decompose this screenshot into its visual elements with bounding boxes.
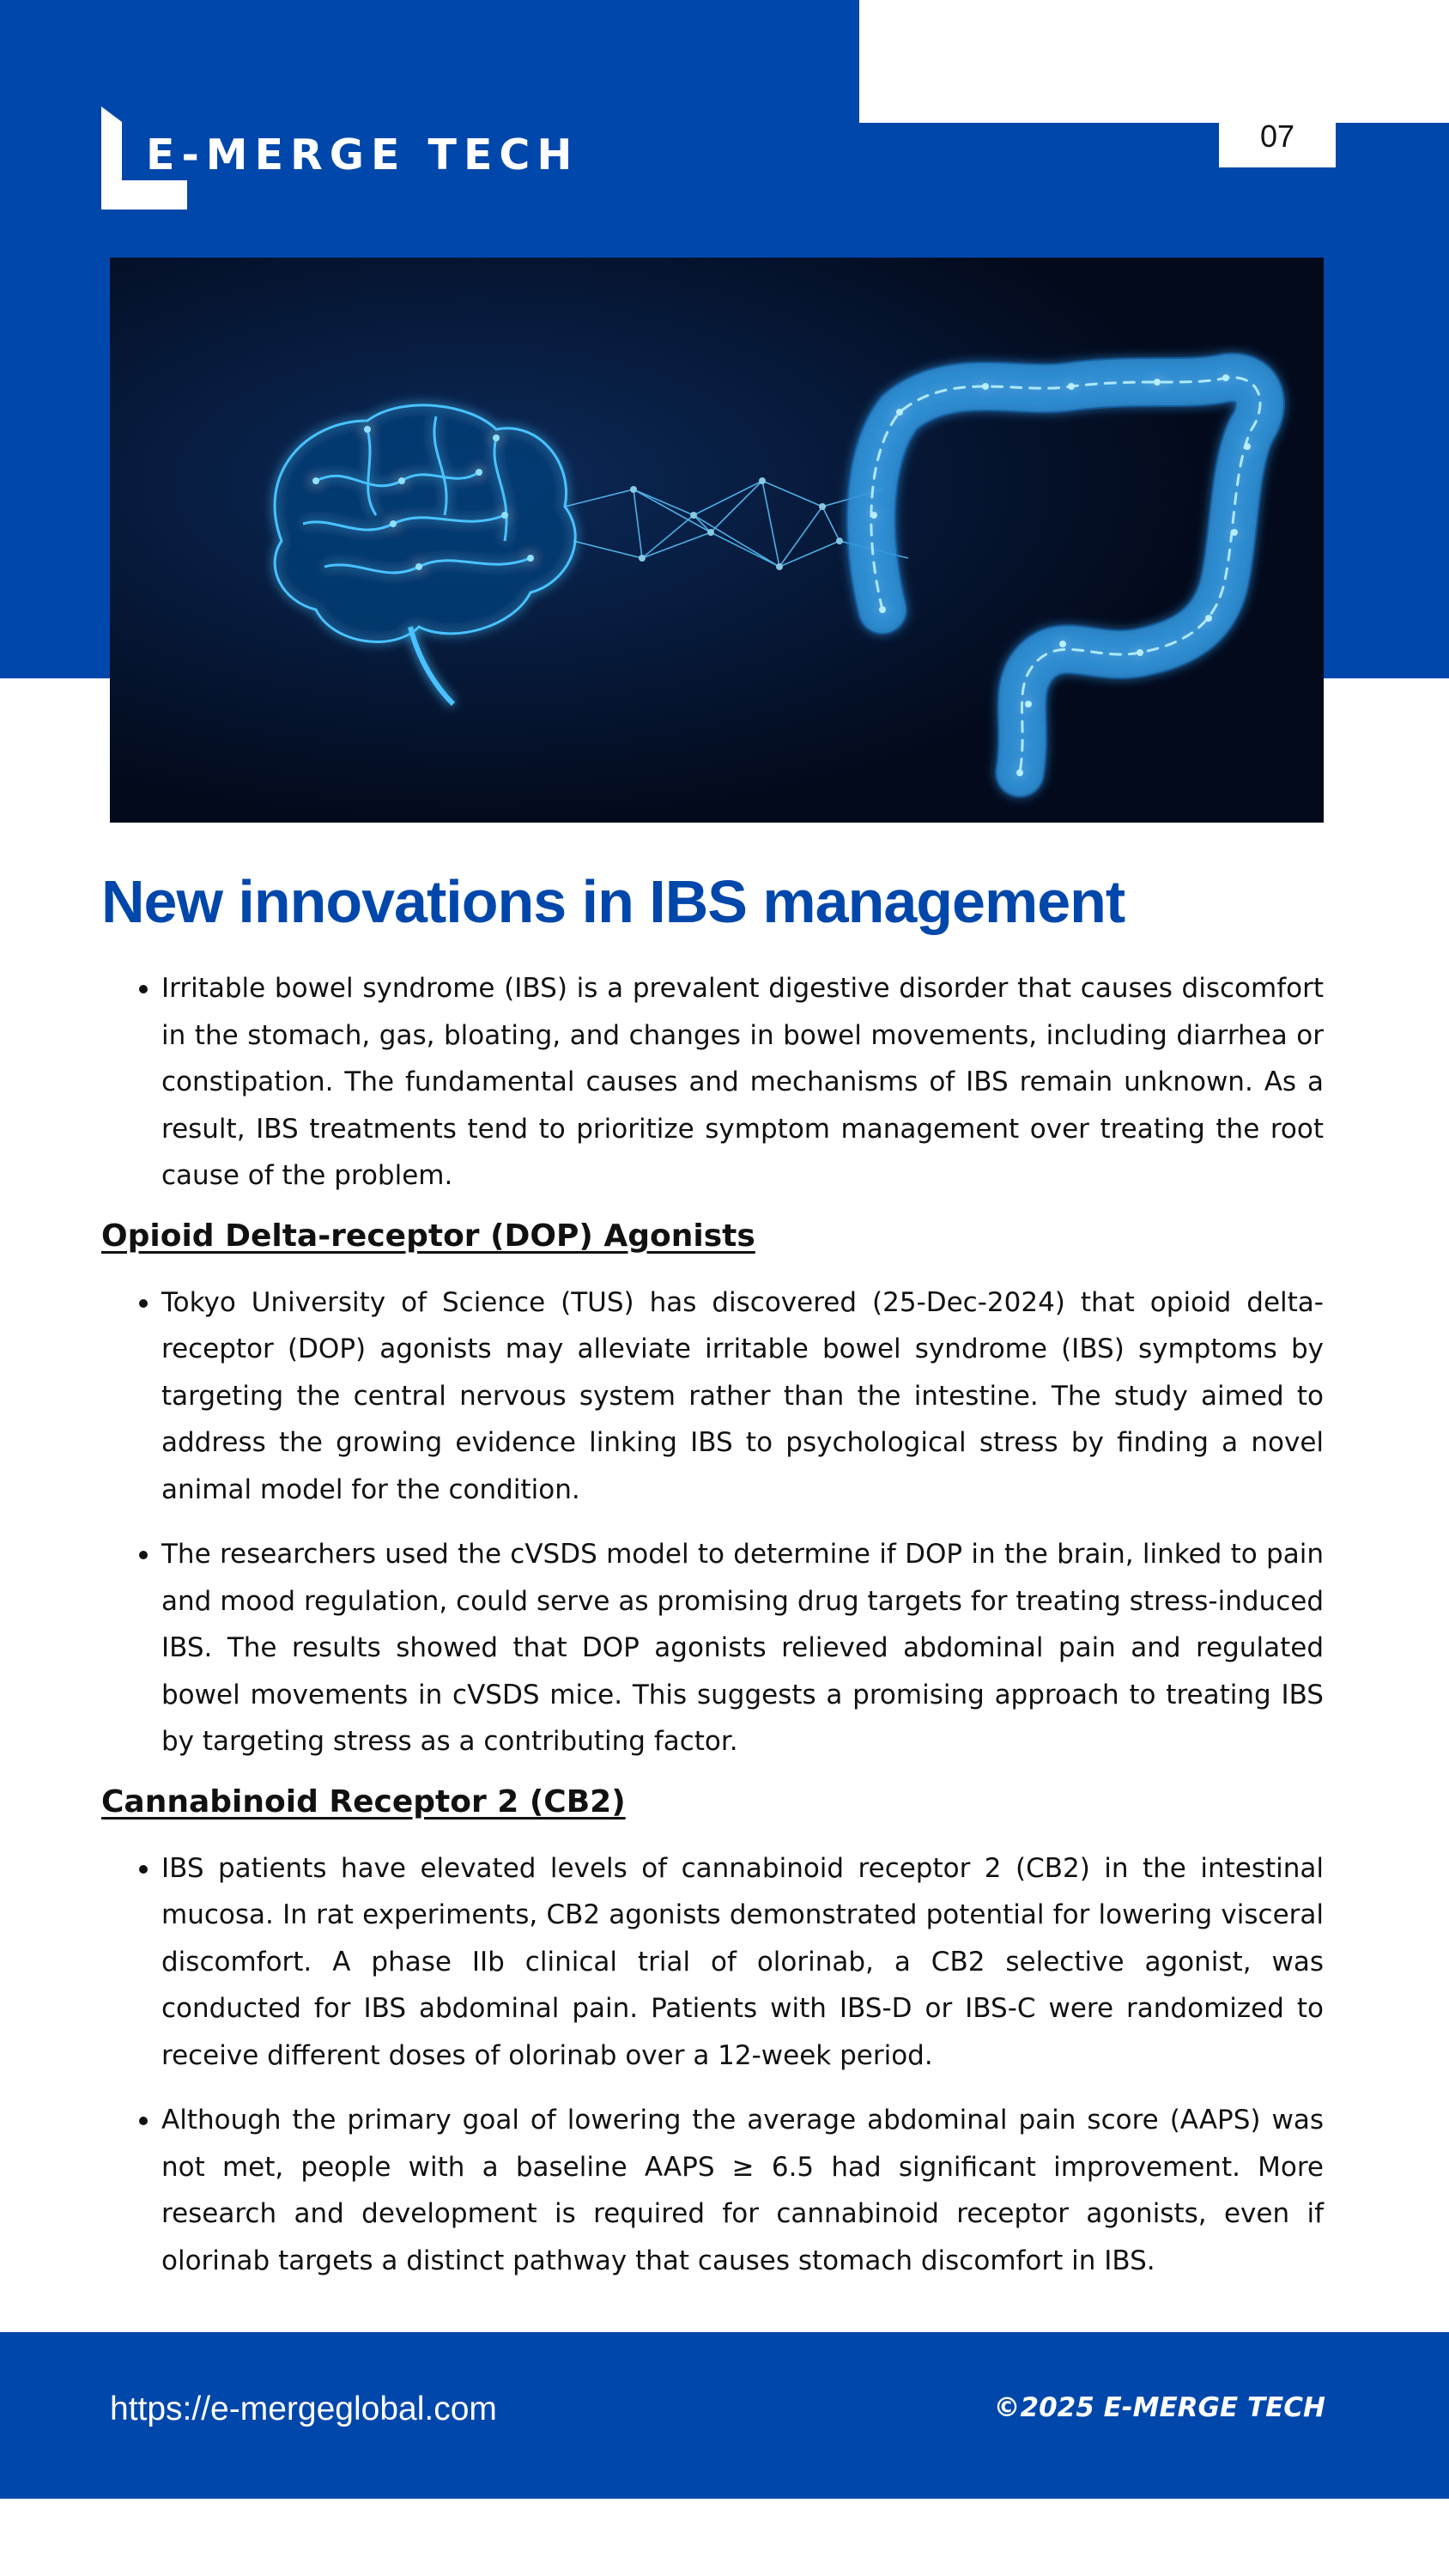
intro-list (101, 965, 1324, 1200)
article-body (101, 965, 1324, 2302)
list-item: Irritable bowel syndrome (IBS) is a prevalent digestive disorder that causes discomfort in the stomach, gas, bloating, and changes in bowel movements, including diarrhea or constipation. The fundamental causes and mechanisms of IBS remain unknown. As a result, IBS treatments tend to prioritize symptom management over treating the root cause of the problem. (101, 965, 1324, 1200)
list-item: Although the primary goal of lowering the average abdominal pain score (AAPS) was not met, people with a baseline AAPS ≥ 6.5 had significant improvement. More research and development is required for cannabinoid receptor agonists, even if olorinab targets a distinct pathway that causes stomach discomfort in IBS. (101, 2097, 1324, 2284)
footer-band (0, 2332, 1449, 2499)
header-notch (859, 0, 1449, 123)
footer-copyright: ©2025 E-MERGE TECH (993, 2392, 1325, 2423)
footer-website-link[interactable]: https://e-mergeglobal.com (110, 2391, 497, 2427)
brand-logo[interactable] (101, 106, 579, 210)
section-heading-cb2: Cannabinoid Receptor 2 (CB2) (101, 1783, 626, 1820)
section-heading-dop: Opioid Delta-receptor (DOP) Agonists (101, 1218, 755, 1254)
brand-name: E-MERGE TECH (146, 131, 579, 179)
hero-image (110, 258, 1324, 823)
cb2-list (101, 1845, 1324, 2285)
page-number: 07 (1219, 106, 1336, 167)
list-item: The researchers used the cVSDS model to determine if DOP in the brain, linked to pain and mood regulation, could serve as promising drug targets for treating stress-induced IBS. The results showed that DOP agonists relieved abdominal pain and regulated bowel movements in cVSDS mice. This suggests a promising approach to treating IBS by targeting stress as a contributing factor. (101, 1531, 1324, 1765)
dop-list (101, 1279, 1324, 1765)
list-item: Tokyo University of Science (TUS) has discovered (25-Dec-2024) that opioid delta-receptor (DOP) agonists may alleviate irritable bowel syndrome (IBS) symptoms by targeting the central nervous system rather than the intestine. The study aimed to address the growing evidence linking IBS to psychological stress by finding a novel animal model for the condition. (101, 1279, 1324, 1514)
list-item: IBS patients have elevated levels of cannabinoid receptor 2 (CB2) in the intestinal mucosa. In rat experiments, CB2 agonists demonstrated potential for lowering visceral discomfort. A phase IIb clinical trial of olorinab, a CB2 selective agonist, was conducted for IBS abdominal pain. Patients with IBS-D or IBS-C were randomized to receive different doses of olorinab over a 12-week period. (101, 1845, 1324, 2080)
article-title: New innovations in IBS management (101, 868, 1125, 935)
